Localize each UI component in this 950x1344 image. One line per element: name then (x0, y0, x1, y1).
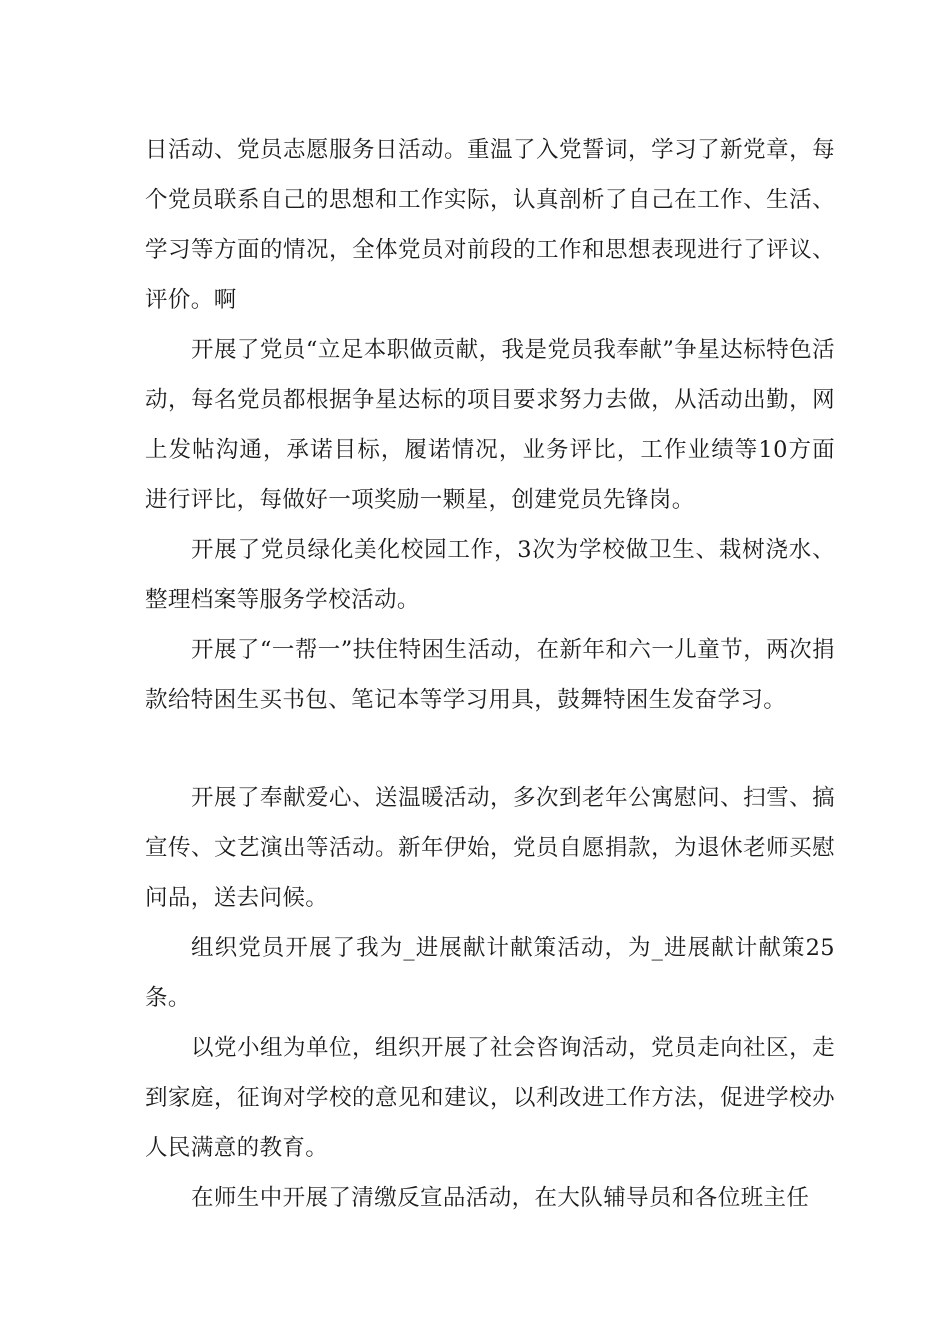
document-body-continued (145, 773, 835, 1223)
paragraph-one-help-one: 开展了“一帮一”扶住特困生活动，在新年和六一儿童节，两次捐款给特困生买书包、笔记本等学习用具，鼓舞特困生发奋学习。 (145, 637, 835, 713)
paragraph-continuation: 日活动、党员志愿服务日活动。重温了入党誓词，学习了新党章，每个党员联系自己的思想和工作实际，认真剖析了自己在工作、生活、学习等方面的情况，全体党员对前段的工作和思想表现进行了评议、评价。啊 (145, 137, 835, 313)
document-body (145, 125, 835, 725)
paragraph-campus-greening: 开展了党员绿化美化校园工作，3次为学校做卫生、栽树浇水、整理档案等服务学校活动。 (145, 537, 835, 613)
paragraph-clearing-activity: 在师生中开展了清缴反宣品活动，在大队辅导员和各位班主任 (191, 1185, 810, 1211)
paragraph-suggestions: 组织党员开展了我为_进展献计献策活动，为_进展献计献策25条。 (145, 935, 835, 1011)
paragraph-star-activity: 开展了党员“立足本职做贡献，我是党员我奉献”争星达标特色活动，每名党员都根据争星达标的项目要求努力去做，从活动出勤，网上发帖沟通，承诺目标，履诺情况，业务评比，工作业绩等10方面进行评比，每做好一项奖励一颗星，创建党员先锋岗。 (145, 337, 835, 513)
paragraph-love-warmth: 开展了奉献爱心、送温暖活动，多次到老年公寓慰问、扫雪、搞宣传、文艺演出等活动。新年伊始，党员自愿捐款，为退休老师买慰问品，送去问候。 (145, 785, 835, 911)
paragraph-social-consulting: 以党小组为单位，组织开展了社会咨询活动，党员走向社区，走到家庭，征询对学校的意见和建议，以利改进工作方法，促进学校办人民满意的教育。 (145, 1035, 835, 1161)
